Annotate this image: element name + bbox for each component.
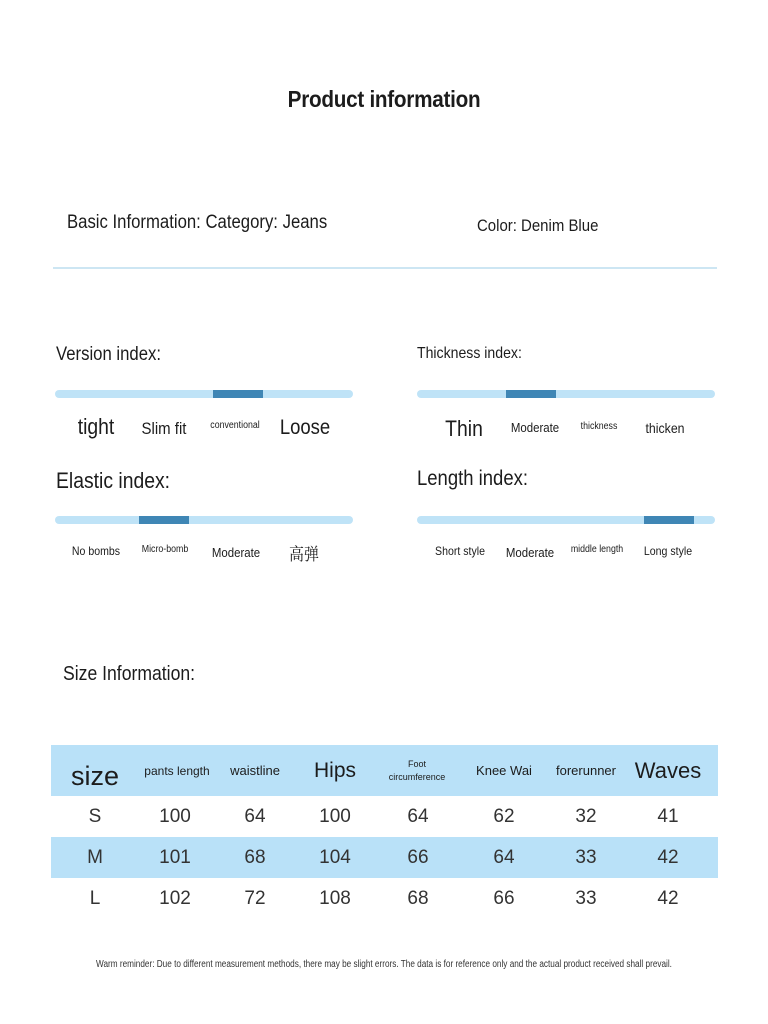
- cell-waistline: 64: [244, 805, 266, 827]
- elastic-label-micro-bomb: Micro-bomb: [141, 544, 189, 555]
- version-label-tight: tight: [77, 414, 115, 439]
- thickness-label-thickness: thickness: [580, 421, 618, 432]
- cell-pants-length: 102: [159, 887, 191, 909]
- header-hips: Hips: [313, 758, 357, 782]
- length-label-long-style: Long style: [643, 544, 693, 558]
- page-title: Product information: [287, 86, 481, 112]
- length-index-marker: [644, 516, 694, 524]
- version-label-conventional: conventional: [210, 420, 260, 431]
- table-row: [51, 837, 718, 878]
- elastic-index-title: Elastic index:: [56, 468, 171, 493]
- elastic-label-no-bombs: No bombs: [71, 544, 121, 558]
- elastic-index-marker: [139, 516, 189, 524]
- cell-pants-length: 100: [159, 805, 191, 827]
- thickness-index-scale: [417, 390, 715, 441]
- elastic-label-high-elastic: 高弹: [289, 545, 319, 564]
- cell-knee-wai: 62: [493, 805, 515, 827]
- size-table-header: [51, 745, 718, 796]
- cell-knee-wai: 64: [493, 846, 515, 868]
- cell-hips: 108: [319, 887, 351, 909]
- length-index-title: Length index:: [417, 467, 528, 490]
- cell-waistline: 68: [244, 846, 266, 868]
- header-waves: Waves: [634, 757, 702, 783]
- size-information-title: Size Information:: [63, 663, 196, 685]
- version-label-loose: Loose: [279, 416, 331, 439]
- thickness-label-moderate: Moderate: [510, 420, 560, 435]
- length-index-track: [417, 516, 715, 524]
- divider: [53, 267, 717, 269]
- size-table: [51, 745, 718, 919]
- length-label-moderate: Moderate: [505, 545, 555, 560]
- length-index-scale: [417, 516, 715, 560]
- version-index-marker: [213, 390, 263, 398]
- thickness-index-title: Thickness index:: [417, 345, 522, 362]
- header-forerunner: forerunner: [556, 763, 616, 778]
- header-foot-circumference: Foot circumference: [388, 758, 446, 782]
- thickness-index-track: [417, 390, 715, 398]
- header-pants-length: pants length: [144, 763, 210, 778]
- length-label-middle-length: middle length: [570, 544, 624, 555]
- version-index-title: Version index:: [56, 344, 162, 365]
- header-waistline: waistline: [230, 763, 280, 778]
- elastic-index-scale: [55, 516, 353, 564]
- cell-knee-wai: 66: [493, 887, 515, 909]
- cell-waves: 42: [657, 846, 679, 868]
- header-knee-wai: Knee Wai: [476, 763, 532, 778]
- warm-reminder: Warm reminder: Due to different measurement methods, there may be slight errors. The data is for reference only and the actual product received shall prevail.: [96, 959, 672, 970]
- basic-information: Basic Information: Category: Jeans: [67, 212, 328, 233]
- cell-size: M: [87, 846, 103, 868]
- cell-waves: 42: [657, 887, 679, 909]
- cell-foot-circumference: 66: [407, 846, 429, 868]
- thickness-label-thicken: thicken: [645, 420, 685, 436]
- elastic-label-moderate: Moderate: [211, 545, 261, 560]
- color-information: Color: Denim Blue: [477, 216, 599, 235]
- cell-size: L: [89, 887, 101, 909]
- header-size: size: [70, 761, 120, 791]
- cell-forerunner: 32: [575, 805, 597, 827]
- cell-hips: 100: [319, 805, 351, 827]
- cell-hips: 104: [319, 846, 351, 868]
- cell-foot-circumference: 68: [407, 887, 429, 909]
- length-label-short-style: Short style: [435, 544, 485, 558]
- cell-waistline: 72: [244, 887, 266, 909]
- version-index-track: [55, 390, 353, 398]
- cell-foot-circumference: 64: [407, 805, 429, 827]
- thickness-label-thin: Thin: [445, 416, 483, 441]
- cell-size: S: [88, 805, 102, 827]
- elastic-index-track: [55, 516, 353, 524]
- table-row: [51, 796, 718, 837]
- cell-pants-length: 101: [159, 846, 191, 868]
- cell-forerunner: 33: [575, 887, 597, 909]
- version-index-scale: [55, 390, 353, 439]
- cell-forerunner: 33: [575, 846, 597, 868]
- version-label-slim-fit: Slim fit: [141, 419, 187, 438]
- table-row: [51, 878, 718, 919]
- thickness-index-marker: [506, 390, 556, 398]
- cell-waves: 41: [657, 805, 679, 827]
